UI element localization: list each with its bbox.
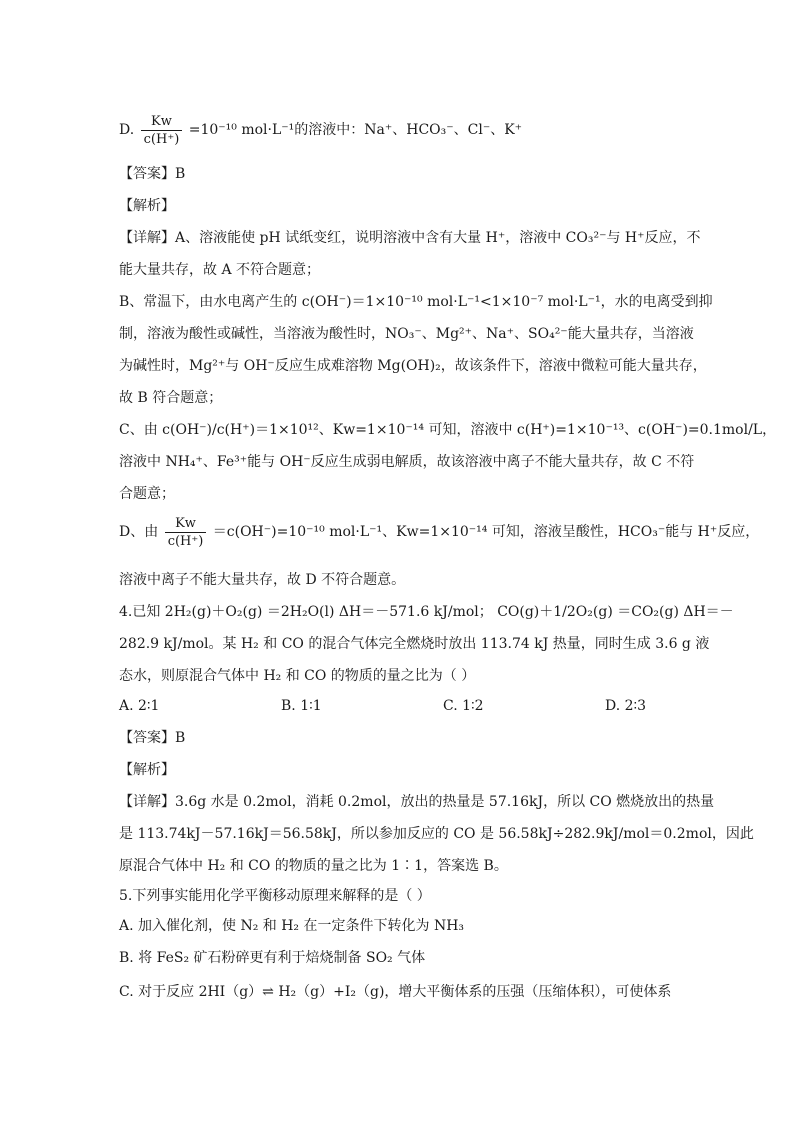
q4-detail-line: 原混合气体中 H₂ 和 CO 的物质的量之比为 1∶1，答案选 B。: [119, 858, 508, 874]
q3-detail-line: C、由 c(OH⁻)/c(H⁺)＝1×10¹²、Kw=1×10⁻¹⁴ 可知，溶液中 c(H⁺)=1×10⁻¹³、c(OH⁻)=0.1mol/L，: [119, 422, 777, 438]
q3-detail-line: 制，溶液为酸性或碱性，当溶液为酸性时，NO₃⁻、Mg²⁺、Na⁺、SO₄²⁻能大量共存，当溶液: [119, 326, 694, 342]
q4-detail-line: 【详解】3.6g 水是 0.2mol，消耗 0.2mol，放出的热量是 57.16kJ，所以 CO 燃烧放出的热量: [119, 794, 715, 810]
fraction-numerator: Kw: [165, 515, 207, 533]
option-d-text: =10⁻¹⁰ mol·L⁻¹的溶液中：Na⁺、HCO₃⁻、Cl⁻、K⁺: [188, 122, 523, 138]
q5-option-a: A. 加入催化剂，使 N₂ 和 H₂ 在一定条件下转化为 NH₃: [119, 918, 465, 934]
kw-fraction: [141, 113, 183, 148]
q3-detail-line: 能大量共存，故 A 不符合题意；: [119, 262, 321, 278]
q4-stem-line: 态水，则原混合气体中 H₂ 和 CO 的物质的量之比为（ ）: [119, 668, 476, 684]
q5-option-b: B. 将 FeS₂ 矿石粉碎更有利于焙烧制备 SO₂ 气体: [119, 950, 426, 966]
q4-analysis-label: 【解析】: [119, 762, 175, 778]
q3-detail-line: 溶液中 NH₄⁺、Fe³⁺能与 OH⁻反应生成弱电解质，故该溶液中离子不能大量共存，故 C 不符: [119, 454, 695, 470]
q5-option-c: C. 对于反应 2HI（g）⇌ H₂（g）+I₂（g)，增大平衡体系的压强（压缩体积），可使体系: [119, 984, 672, 1000]
q4-options: [119, 696, 679, 718]
q4-option-d: D. 2∶3: [605, 698, 647, 714]
fraction-numerator: Kw: [141, 113, 183, 131]
kw-fraction: [165, 515, 207, 550]
fraction-denominator: c(H⁺): [167, 533, 204, 549]
q4-option-c: C. 1∶2: [443, 698, 484, 714]
q3-d-last-line: 溶液中离子不能大量共存，故 D 不符合题意。: [119, 572, 406, 588]
q3-d-prefix: D、由: [119, 524, 159, 540]
fraction-denominator: c(H⁺): [143, 131, 180, 147]
q4-option-a: A. 2∶1: [119, 698, 160, 714]
q4-detail-line: 是 113.74kJ－57.16kJ＝56.58kJ，所以参加反应的 CO 是 56.58kJ÷282.9kJ/mol＝0.2mol，因此: [119, 826, 754, 842]
q4-stem-line: 282.9 kJ/mol。某 H₂ 和 CO 的混合气体完全燃烧时放出 113.74 kJ 热量，同时生成 3.6 g 液: [119, 636, 710, 652]
option-d-line: [119, 108, 679, 152]
q3-analysis-label: 【解析】: [119, 198, 175, 214]
q3-detail-line: 故 B 符合题意；: [119, 390, 223, 406]
q3-d-line: [119, 510, 760, 554]
q3-answer: 【答案】B: [119, 166, 186, 182]
q3-detail-line: B、常温下，由水电离产生的 c(OH⁻)＝1×10⁻¹⁰ mol·L⁻¹<1×10⁻⁷ mol·L⁻¹，水的电离受到抑: [119, 294, 713, 310]
q4-answer: 【答案】B: [119, 730, 186, 746]
q5-stem: 5.下列事实能用化学平衡移动原理来解释的是（ ）: [119, 888, 431, 904]
q4-option-b: B. 1∶1: [281, 698, 322, 714]
q3-d-text: ＝c(OH⁻)=10⁻¹⁰ mol·L⁻¹、Kw=1×10⁻¹⁴ 可知，溶液呈酸性，HCO₃⁻能与 H⁺反应，: [212, 524, 760, 540]
option-d-prefix: D.: [119, 122, 135, 138]
q3-detail-line: 为碱性时，Mg²⁺与 OH⁻反应生成难溶物 Mg(OH)₂，故该条件下，溶液中微粒可能大量共存，: [119, 358, 707, 374]
q3-detail-line: 合题意；: [119, 486, 175, 502]
q4-stem-line: 4.已知 2H₂(g)＋O₂(g) ＝2H₂O(l) ΔH＝－571.6 kJ/mol； CO(g)＋1/2O₂(g) ＝CO₂(g) ΔH＝－: [119, 604, 734, 620]
q3-detail-line: 【详解】A、溶液能使 pH 试纸变红，说明溶液中含有大量 H⁺，溶液中 CO₃²⁻与 H⁺反应，不: [119, 230, 701, 246]
